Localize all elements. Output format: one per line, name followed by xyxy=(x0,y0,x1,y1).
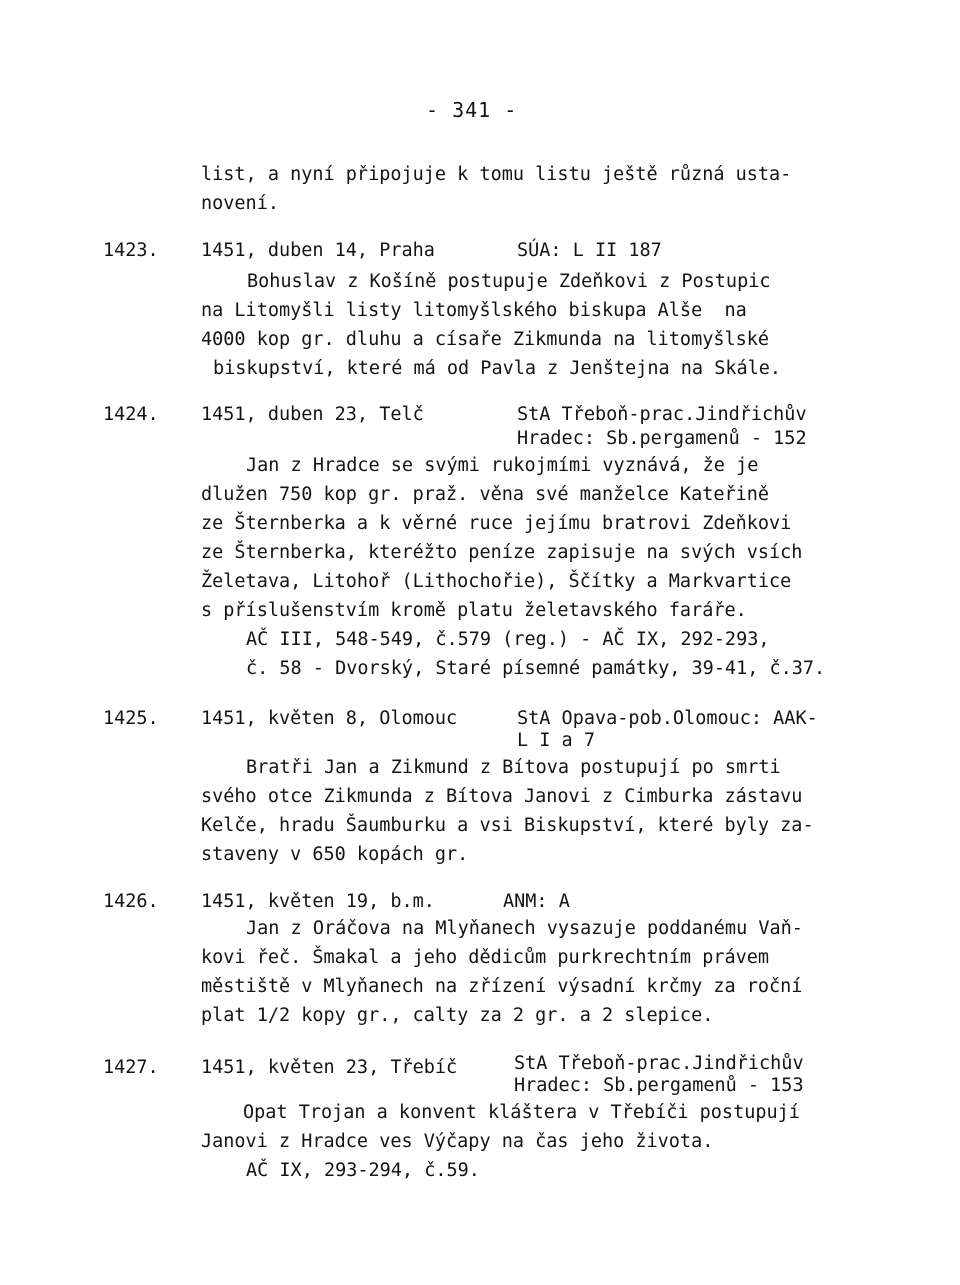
entry-text-line: č. 58 - Dvorský, Staré písemné památky, 39-41, č.37. xyxy=(246,658,826,679)
entry-text-line: s příslušenstvím kromě platu želetavského faráře. xyxy=(201,600,747,621)
entry-number: 1425. xyxy=(103,708,159,729)
entry-date-place: 1451, květen 19, b.m. xyxy=(201,891,435,912)
entry-number: 1424. xyxy=(103,404,159,425)
entry-text-line: plat 1/2 kopy gr., calty za 2 gr. a 2 slepice. xyxy=(201,1005,714,1026)
entry-text-line: biskupství, které má od Pavla z Jenštejna na Skále. xyxy=(213,358,782,379)
entry-source: Hradec: Sb.pergamenů - 152 xyxy=(517,428,807,449)
entry-text-line: Janovi z Hradce ves Výčapy na čas jeho života. xyxy=(201,1131,714,1152)
entry-date-place: 1451, duben 23, Telč xyxy=(201,404,424,425)
entry-text-line: Jan z Hradce se svými rukojmími vyznává, že je xyxy=(246,455,759,476)
entry-text-line: ze Šternberka, kteréžto peníze zapisuje na svých vsích xyxy=(201,542,803,563)
entry-number: 1423. xyxy=(103,240,159,261)
entry-source: StA Opava-pob.Olomouc: AAK- xyxy=(517,708,818,729)
intro-line: novení. xyxy=(201,193,279,214)
entry-source: SÚA: L II 187 xyxy=(517,240,662,261)
entry-text-line: Bohuslav z Košíně postupuje Zdeňkovi z Postupic xyxy=(247,271,771,292)
entry-text-line: dlužen 750 kop gr. praž. věna své manželce Kateřině xyxy=(201,484,770,505)
entry-text-line: Opat Trojan a konvent kláštera v Třebíči postupují xyxy=(243,1102,800,1123)
entry-date-place: 1451, květen 23, Třebíč xyxy=(201,1057,458,1078)
entry-text-line: Želetava, Litohoř (Lithochořie), Ščítky a Markvartice xyxy=(201,571,792,592)
entry-source: StA Třeboň-prac.Jindřichův xyxy=(514,1053,804,1074)
entry-number: 1426. xyxy=(103,891,159,912)
entry-date-place: 1451, květen 8, Olomouc xyxy=(201,708,458,729)
entry-text-line: kovi řeč. Šmakal a jeho dědicům purkrechtním právem xyxy=(201,947,770,968)
entry-text-line: na Litomyšli listy litomyšlského biskupa Alše na xyxy=(201,300,747,321)
entry-source: L I a 7 xyxy=(517,730,595,751)
entry-text-line: AČ III, 548-549, č.579 (reg.) - AČ IX, 292-293, xyxy=(246,629,770,650)
entry-source: ANM: A xyxy=(503,891,570,912)
entry-text-line: svého otce Zikmunda z Bítova Janovi z Cimburka zástavu xyxy=(201,786,803,807)
entry-text-line: AČ IX, 293-294, č.59. xyxy=(246,1160,480,1181)
entry-text-line: staveny v 650 kopách gr. xyxy=(201,844,469,865)
entry-date-place: 1451, duben 14, Praha xyxy=(201,240,435,261)
entry-text-line: ze Šternberka a k věrné ruce jejímu bratrovi Zdeňkovi xyxy=(201,513,792,534)
page-number: - 341 - xyxy=(426,98,518,122)
entry-text-line: Bratři Jan a Zikmund z Bítova postupují po smrti xyxy=(246,757,781,778)
entry-text-line: 4000 kop gr. dluhu a císaře Zikmunda na litomyšlské xyxy=(201,329,770,350)
entry-source: Hradec: Sb.pergamenů - 153 xyxy=(514,1075,804,1096)
intro-line: list, a nyní připojuje k tomu listu ještě různá usta- xyxy=(201,164,792,185)
entry-text-line: Kelče, hradu Šaumburku a vsi Biskupství, které byly za- xyxy=(201,815,814,836)
entry-text-line: městiště v Mlyňanech na zřízení výsadní krčmy za roční xyxy=(201,976,803,997)
entry-text-line: Jan z Oráčova na Mlyňanech vysazuje poddanému Vaň- xyxy=(246,918,803,939)
entry-number: 1427. xyxy=(103,1057,159,1078)
entry-source: StA Třeboň-prac.Jindřichův xyxy=(517,404,807,425)
